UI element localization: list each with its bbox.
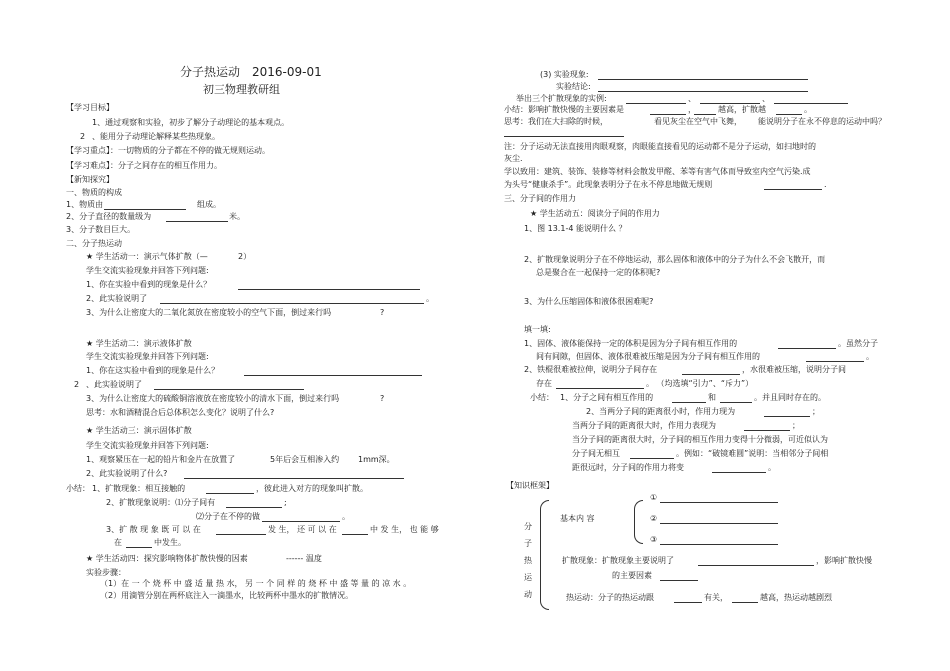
summary-factors-b: ， bbox=[688, 105, 696, 114]
blank bbox=[166, 221, 228, 222]
summary-label: 小结： bbox=[66, 484, 90, 493]
summary-1-end: ，彼此进入对方的现象叫扩散。 bbox=[256, 484, 368, 493]
blank bbox=[160, 303, 424, 304]
activity-2-think: 思考：水和酒精混合后总体积怎么变化？说明了什么? bbox=[86, 408, 275, 417]
summary-2-semicolon: ; bbox=[284, 498, 287, 507]
framework-vertical-title bbox=[523, 518, 533, 603]
framework-vertical-char: 运 bbox=[524, 573, 532, 582]
activity-2-q1: 1、你在这实验中看到的现象是什么？ bbox=[86, 366, 220, 375]
summary2-6b: 。 bbox=[768, 463, 776, 472]
summary-factors-c: 越高，扩散越 bbox=[718, 105, 766, 114]
activity-2-q2-num: 2 bbox=[74, 380, 80, 389]
framework-item-2: ② bbox=[650, 514, 658, 523]
framework-diffusion-c: 的主要因素 bbox=[612, 571, 652, 580]
summary-factors: 小结：影响扩散快慢的主要因素是 bbox=[504, 105, 624, 114]
framework-basic: 基本内 容 bbox=[560, 514, 595, 523]
key-point: 【学习重点】：一切物质的分子都在不停的做无规则运动。 bbox=[66, 146, 270, 155]
blank bbox=[206, 493, 254, 494]
blank bbox=[744, 430, 790, 431]
summary-3b: 发 生， 还 可 以 在 bbox=[268, 525, 337, 534]
activity-3-desc: 学生交流实验现象并回答下列问题: bbox=[86, 441, 209, 450]
framework-vertical-char: 动 bbox=[524, 590, 532, 599]
framework-item-3: ③ bbox=[650, 535, 658, 544]
summary-1: 1、扩散现象：相互接触的 bbox=[92, 484, 186, 493]
activity-3-q1b: 5年后会互相渗入约 bbox=[270, 455, 340, 464]
blank bbox=[504, 136, 624, 137]
blank bbox=[262, 521, 340, 522]
fill-2c: 存在 bbox=[536, 379, 552, 388]
framework-vertical-char: 热 bbox=[524, 556, 532, 565]
summary2-2b: ； bbox=[812, 407, 820, 416]
force-q2a: 2、扩散现象说明分子在不停地运动，那么固体和液体中的分子为什么不会飞散开，而 bbox=[524, 255, 826, 264]
summary2-1: 1、分子之间有相互作用的 bbox=[560, 393, 654, 402]
framework-diffusion: 扩散现象：扩散现象主要说明了 bbox=[562, 556, 674, 565]
blank bbox=[712, 472, 766, 473]
framework-vertical-char: 子 bbox=[524, 539, 532, 548]
blank bbox=[660, 502, 778, 503]
force-q2b: 总是聚合在一起保持一定的体积呢? bbox=[536, 268, 661, 277]
item-3: 3、分子数目巨大。 bbox=[66, 225, 136, 234]
apply-2: 为头号“健康杀手”。此现象表明分子在永不停息地做无规则 bbox=[504, 180, 713, 189]
summary2-2: 2、当两分子间的距离很小时，作用力现为 bbox=[586, 407, 736, 416]
new-explore-heading: 【新知探究】 bbox=[66, 175, 114, 184]
blank bbox=[674, 602, 702, 603]
summary-2: 2、扩散现象说明：⑴分子间有 bbox=[106, 498, 216, 507]
summary2-6: 距很远时，分子间的作用力将变 bbox=[572, 463, 684, 472]
activity-3-q1: 1、观察紧压在一起的铅片和金片在放置了 bbox=[86, 455, 236, 464]
goal-2: 、能用分子动理论解释某些热现象。 bbox=[92, 132, 220, 141]
exp-phenomenon: (3) 实验现象: bbox=[540, 70, 589, 79]
summary2-1b: 和 bbox=[708, 393, 716, 402]
activity-3: ★ 学生活动三：演示固体扩散 bbox=[86, 426, 192, 435]
summary2-3: 当两分子间的距离很大时，作用力表现为 bbox=[572, 421, 716, 430]
framework-heat: 热运动：分子的热运动跟 bbox=[566, 593, 654, 602]
think-1: 思考：我们在大扫除的时候， bbox=[504, 117, 608, 126]
fill-1d: 。 bbox=[866, 352, 874, 361]
fill-1: 1、固体、液体能保持一定的体积是因为分子间有相互作用的 bbox=[524, 339, 738, 348]
activity-5: ★ 学生活动五：阅读分子间的作用力 bbox=[530, 209, 660, 218]
fill-2d: 。 （均选填“引力”、“斥力”） bbox=[646, 379, 754, 388]
summary2-5: 分子间无相互 bbox=[572, 449, 620, 458]
item-1-end: 组成。 bbox=[197, 200, 221, 209]
think-2: 看见灰尘在空气中飞舞， bbox=[654, 117, 742, 126]
activity-1-q3: 3、为什么让密度大的二氧化氮放在密度较小的空气下面，倒过来行吗 bbox=[86, 308, 332, 317]
blank bbox=[764, 416, 810, 417]
blank bbox=[630, 458, 674, 459]
activity-2-desc: 学生交流实验现象并回答下列问题: bbox=[86, 352, 209, 361]
blank bbox=[694, 114, 716, 115]
blank bbox=[626, 103, 686, 104]
activity-2: ★ 学生活动二：演示液体扩散 bbox=[86, 339, 192, 348]
activity-1-desc: 学生交流实验现象并回答下列问题: bbox=[86, 266, 209, 275]
activity-3-q2: 2、此实验说明了什么? bbox=[86, 469, 168, 478]
blank bbox=[776, 114, 802, 115]
activity-1: ★ 学生活动一：演示气体扩散（— bbox=[86, 252, 208, 261]
blank bbox=[104, 209, 186, 210]
blank bbox=[774, 103, 848, 104]
blank bbox=[732, 602, 758, 603]
summary-factors-d: 。 bbox=[804, 105, 812, 114]
blank bbox=[720, 402, 752, 403]
summary2-3b: ； bbox=[792, 421, 800, 430]
step-1: （1）在 一 个 烧 杯 中 盛 适 量 热 水， 另 一 个 同 样 的 烧 杯 中 盛 等 量 的 凉 水 。 bbox=[100, 579, 412, 588]
blank bbox=[126, 547, 152, 548]
blank bbox=[244, 375, 422, 376]
examples-sep-1: 、 bbox=[688, 94, 696, 103]
goals-heading: 【学习目标】 bbox=[66, 103, 114, 112]
blank bbox=[660, 523, 778, 524]
activity-2-q3: 3、为什么让密度大的硫酸铜溶液放在密度较小的清水下面，倒过来行吗 bbox=[86, 394, 340, 403]
page-date: 2016-09-01 bbox=[252, 65, 322, 79]
activity-1-num: 2） bbox=[238, 252, 252, 261]
summary2-1c: 。并且同时存在的。 bbox=[754, 393, 826, 402]
item-2-end: 米。 bbox=[229, 212, 245, 221]
blank bbox=[660, 580, 698, 581]
summary-3c: 中 发 生， 也 能 够 bbox=[370, 525, 439, 534]
blank bbox=[216, 534, 266, 535]
activity-2-q3-mark: ? bbox=[380, 394, 385, 403]
activity-1-q3-mark: ? bbox=[380, 308, 385, 317]
framework-heading: 【知识框架】 bbox=[506, 481, 554, 490]
fill-2b: ，水很难被压缩，说明分子间 bbox=[742, 365, 846, 374]
framework-item-1: ① bbox=[650, 493, 658, 502]
blank bbox=[698, 565, 814, 566]
framework-heat-c: 越高，热运动越剧烈 bbox=[760, 593, 832, 602]
examples-sep-2: 、 bbox=[762, 94, 770, 103]
framework-brace-main bbox=[540, 500, 549, 610]
page-subtitle: 初三物理教研组 bbox=[203, 83, 280, 96]
framework-vertical-char: 分 bbox=[524, 522, 532, 531]
activity-4: ★ 学生活动四：探究影响物体扩散快慢的因素 bbox=[86, 554, 248, 563]
fill-1c: 间有间隙，但固体、液体很难被压缩是因为分子间有相互作用的 bbox=[536, 352, 760, 361]
blank bbox=[238, 289, 420, 290]
note-1: 注：分子运动无法直接用肉眼观察，肉眼能直接看见的运动都不是分子运动，如扫地时的 bbox=[504, 142, 816, 151]
section-3: 三、分子间的作用力 bbox=[504, 194, 576, 203]
blank bbox=[598, 91, 808, 92]
blank bbox=[598, 79, 808, 80]
activity-1-q2-end: 。 bbox=[426, 294, 434, 303]
blank bbox=[682, 374, 740, 375]
activity-2-q2: 、此实验说明了 bbox=[86, 380, 142, 389]
fill-2: 2、铁棍很难被拉伸，说明分子间存在 bbox=[524, 365, 658, 374]
fill-label: 填一填: bbox=[524, 325, 551, 334]
summary-2d: 。 bbox=[342, 512, 350, 521]
activity-1-q2: 2、此实验说明了 bbox=[86, 294, 148, 303]
blank bbox=[778, 348, 836, 349]
think-3: 能说明分子在永不停息的运动中吗？ bbox=[758, 117, 886, 126]
exp-conclusion: 实验结论: bbox=[556, 82, 591, 91]
framework-diffusion-b: ，影响扩散快慢 bbox=[816, 556, 872, 565]
summary-2c: ⑵分子在不停的做 bbox=[196, 512, 260, 521]
framework-heat-b: 有关， bbox=[704, 593, 728, 602]
apply-1: 学以致用：建筑、装饰、装修等材料会散发甲醛、苯等有害气体而导致室内空气污染.成 bbox=[504, 167, 811, 176]
blank bbox=[672, 402, 706, 403]
fill-1b: 。虽然分子 bbox=[838, 339, 878, 348]
examples: 举出三个扩散现象的实例: bbox=[516, 94, 607, 103]
framework-brace-basic bbox=[634, 500, 643, 544]
section-1: 一、物质的构成 bbox=[66, 188, 122, 197]
summary2-label: 小结： bbox=[530, 393, 554, 402]
blank bbox=[806, 361, 864, 362]
summary-3: 3、扩 散 现 象 既 可 以 在 bbox=[106, 525, 201, 534]
force-q3: 3、为什么压缩固体和液体很困难呢? bbox=[524, 297, 654, 306]
page-title: 分子热运动 bbox=[180, 65, 241, 79]
summary2-5b: 。例如：“破镜难圆”说明：当相邻分子间相 bbox=[676, 449, 829, 458]
activity-1-q1: 1、你在实验中看到的现象是什么？ bbox=[86, 280, 212, 289]
item-1: 1、物质由 bbox=[66, 200, 104, 209]
activity-4-factor: ------ 温度 bbox=[286, 554, 322, 563]
blank bbox=[342, 534, 368, 535]
blank bbox=[660, 544, 778, 545]
step-2: （2）用滴管分别在两杯底注入一滴墨水，比较两杯中墨水的扩散情况。 bbox=[100, 591, 354, 600]
blank bbox=[700, 103, 760, 104]
summary-3e: 中发生。 bbox=[154, 538, 186, 547]
blank bbox=[556, 388, 644, 389]
hard-point: 【学习难点】：分子之间存在的相互作用力。 bbox=[66, 161, 222, 170]
force-q1: 1、图 13.1-4 能说明什么 ？ bbox=[524, 224, 627, 233]
activity-3-q1c: 1mm深。 bbox=[358, 455, 395, 464]
goal-2-num: 2 bbox=[80, 132, 86, 141]
item-2: 2、分子直径的数量级为 bbox=[66, 212, 152, 221]
goal-1: 1、通过观察和实验，初步了解分子动理论的基本观点。 bbox=[92, 118, 290, 127]
summary-3d: 在 bbox=[114, 538, 122, 547]
note-2: 灰尘. bbox=[504, 154, 523, 163]
blank bbox=[154, 389, 304, 390]
apply-2-end: . bbox=[824, 180, 827, 189]
blank bbox=[764, 189, 822, 190]
blank bbox=[226, 507, 282, 508]
blank bbox=[184, 478, 404, 479]
blank bbox=[650, 114, 686, 115]
steps-label: 实验步骤： bbox=[86, 568, 126, 577]
section-2: 二、分子热运动 bbox=[66, 239, 122, 248]
summary2-4: 当分子间的距离很大时，分子间的相互作用力变得十分微弱，可近似认为 bbox=[572, 435, 828, 444]
